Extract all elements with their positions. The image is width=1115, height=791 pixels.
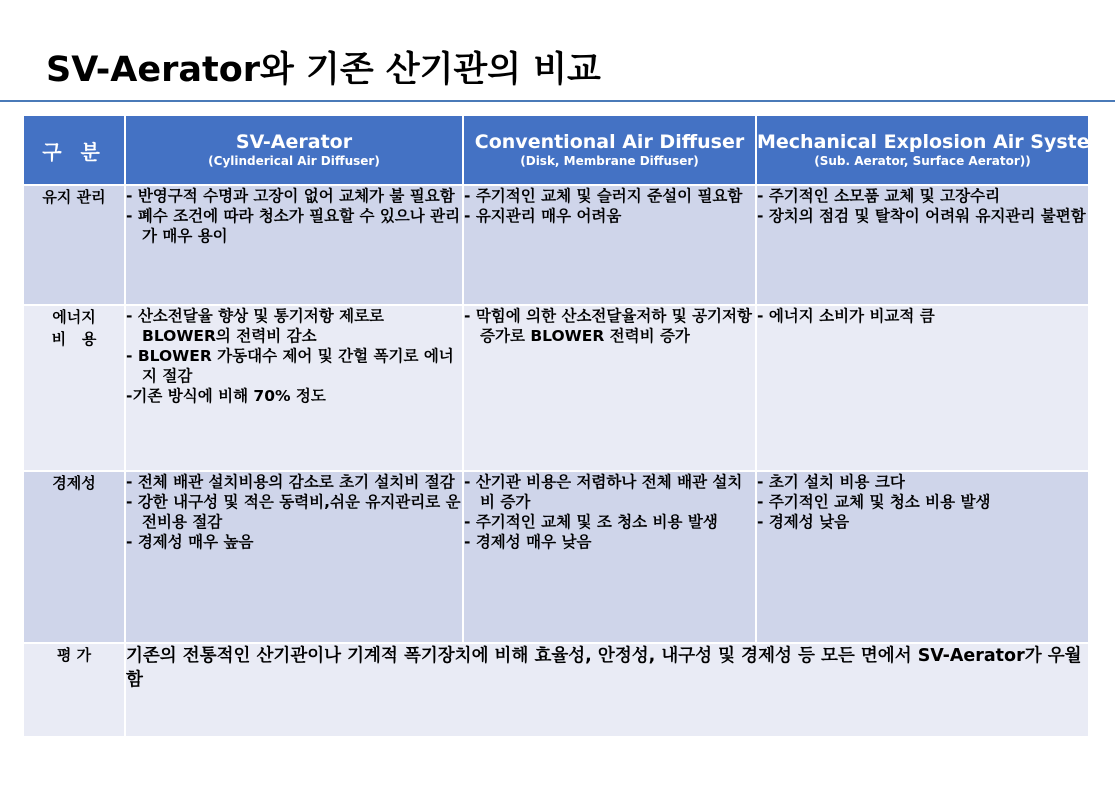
cell-conventional xyxy=(463,471,756,643)
table-row-economy xyxy=(23,471,1089,643)
header-corner xyxy=(23,115,125,185)
list-item: - BLOWER 가동대수 제어 및 간헐 폭기로 에너지 절감 xyxy=(126,347,454,385)
list-item: - 주기적인 소모품 교체 및 고장수리 xyxy=(757,187,1001,205)
list-item: - 반영구적 수명과 고장이 없어 교체가 불 필요함 xyxy=(126,187,455,205)
header-mechanical-system xyxy=(756,115,1110,185)
list-item: - 주기적인 교체 및 조 청소 비용 발생 xyxy=(464,513,718,531)
header-conventional-diffuser xyxy=(463,115,756,185)
table-row-maintenance xyxy=(23,185,1089,305)
row-label: 경제성 xyxy=(23,471,125,643)
row-label: 에너지 비 용 xyxy=(23,305,125,471)
list-item: - 초기 설치 비용 크다 xyxy=(757,473,905,491)
cell-sv-aerator xyxy=(125,185,463,305)
list-item: - 주기적인 교체 및 청소 비용 발생 xyxy=(757,493,991,511)
title-divider xyxy=(0,100,1115,102)
header-main-label: SV-Aerator xyxy=(235,131,353,153)
list-item: - 막힘에 의한 산소전달율저하 및 공기저항 증가로 BLOWER 전력비 증가 xyxy=(464,307,752,345)
cell-sv-aerator xyxy=(125,471,463,643)
header-sub-label: (Disk, Membrane Diffuser) xyxy=(520,154,699,168)
table-row-evaluation xyxy=(23,643,1089,737)
list-item: - 경제성 매우 높음 xyxy=(126,533,254,551)
cell-mechanical xyxy=(756,305,1089,471)
comparison-table xyxy=(22,114,1110,738)
cell-mechanical xyxy=(756,471,1089,643)
header-sub-label: (Cylinderical Air Diffuser) xyxy=(208,154,380,168)
header-sub-label: (Sub. Aerator, Surface Aerator)) xyxy=(814,154,1031,168)
list-item: - 강한 내구성 및 적은 동력비,쉬운 유지관리로 운전비용 절감 xyxy=(126,493,461,531)
list-item: - 주기적인 교체 및 슬러지 준설이 필요함 xyxy=(464,187,743,205)
cell-mechanical xyxy=(756,185,1089,305)
list-item: - 장치의 점검 및 탈착이 어려워 유지관리 불편함 xyxy=(757,207,1086,225)
table-row-energy xyxy=(23,305,1089,471)
list-item: - 에너지 소비가 비교적 큼 xyxy=(757,307,935,325)
list-item: - 유지관리 매우 어려움 xyxy=(464,207,622,225)
list-item: - 경제성 매우 낮음 xyxy=(464,533,592,551)
row-label: 평 가 xyxy=(23,643,125,737)
header-sv-aerator xyxy=(125,115,463,185)
list-item: - 경제성 낮음 xyxy=(757,513,850,531)
cell-conventional xyxy=(463,305,756,471)
list-item: - 전체 배관 설치비용의 감소로 초기 설치비 절감 xyxy=(126,473,455,491)
evaluation-text: 기존의 전통적인 산기관이나 기계적 폭기장치에 비해 효율성, 안정성, 내구성 및 경제성 등 모든 면에서 SV-Aerator가 우월함 xyxy=(125,643,1089,737)
cell-sv-aerator xyxy=(125,305,463,471)
page-title: SV-Aerator와 기존 산기관의 비교 xyxy=(46,50,601,90)
list-item: - 산소전달율 향상 및 통기저항 제로로 BLOWER의 전력비 감소 xyxy=(126,307,385,345)
header-corner-label: 구 분 xyxy=(42,139,106,164)
list-item: - 폐수 조건에 따라 청소가 필요할 수 있으나 관리가 매우 용이 xyxy=(126,207,461,245)
table-header-row xyxy=(23,115,1089,185)
header-main-label: Mechanical Explosion Air System xyxy=(757,131,1110,153)
list-item: - 산기관 비용은 저렴하나 전체 배관 설치비 증가 xyxy=(464,473,743,511)
row-label: 유지 관리 xyxy=(23,185,125,305)
list-item: -기존 방식에 비해 70% 정도 xyxy=(126,387,326,405)
header-main-label: Conventional Air Diffuser xyxy=(474,131,745,153)
cell-conventional xyxy=(463,185,756,305)
